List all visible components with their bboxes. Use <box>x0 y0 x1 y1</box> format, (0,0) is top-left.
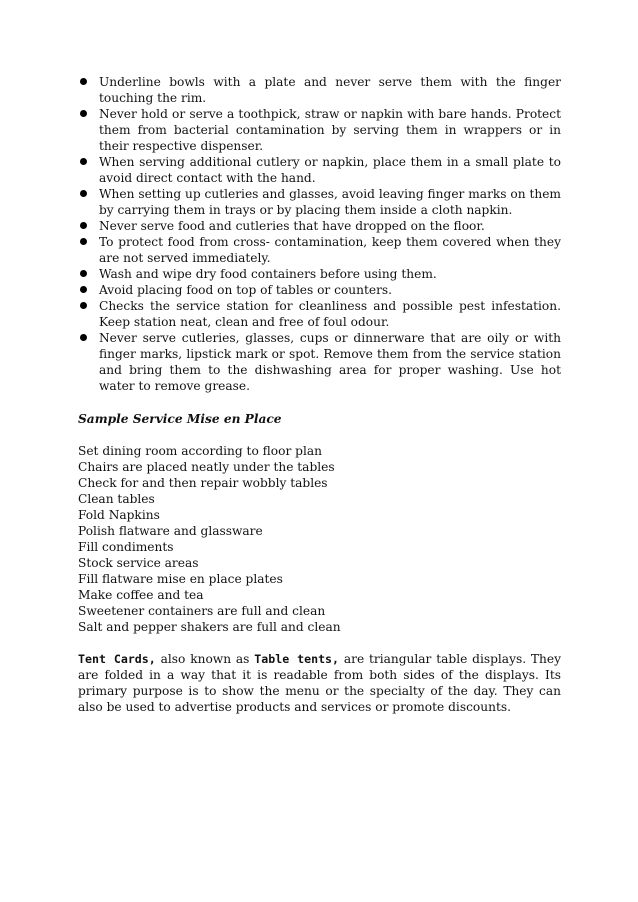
bullet-item <box>78 154 561 186</box>
bullet-dot-icon <box>80 286 87 293</box>
bullet-dot-icon <box>80 334 87 341</box>
bullet-dot-icon <box>80 158 87 165</box>
page-content <box>78 74 561 727</box>
bullet-text: Never hold or serve a toothpick, straw or napkin with bare hands. Protect them from bacterial contamination by serving them in wrappers or in their respective dispenser. <box>99 107 561 153</box>
mise-en-place-list <box>78 443 561 635</box>
bullet-item <box>78 186 561 218</box>
term-table-tents: Table tents, <box>254 652 340 666</box>
bullet-text: When setting up cutleries and glasses, avoid leaving finger marks on them by carrying them in trays or by placing them inside a cloth napkin. <box>99 187 561 217</box>
bullet-text: Checks the service station for cleanliness and possible pest infestation. Keep station neat, clean and free of foul odour. <box>99 299 561 329</box>
mise-item: Sweetener containers are full and clean <box>78 604 326 618</box>
mise-item: Make coffee and tea <box>78 588 204 602</box>
bullet-text: Avoid placing food on top of tables or counters. <box>99 283 393 297</box>
bullet-item <box>78 74 561 106</box>
mise-item: Fill condiments <box>78 540 174 554</box>
bullet-dot-icon <box>80 190 87 197</box>
bullet-text: To protect food from cross- contamination, keep them covered when they are not served immediately. <box>99 235 561 265</box>
bullet-text: Never serve cutleries, glasses, cups or dinnerware that are oily or with finger marks, lipstick mark or spot. Remove them from the service station and bring them to the dishwashing area for proper washing. Use hot water to remove grease. <box>99 331 561 393</box>
bullet-item <box>78 234 561 266</box>
bullet-item <box>78 218 561 234</box>
bullet-dot-icon <box>80 238 87 245</box>
paragraph-text: also known as <box>155 652 255 666</box>
mise-item: Clean tables <box>78 492 155 506</box>
mise-item: Fold Napkins <box>78 508 160 522</box>
section-heading: Sample Service Mise en Place <box>78 412 282 426</box>
bullet-dot-icon <box>80 222 87 229</box>
mise-item: Stock service areas <box>78 556 199 570</box>
bullet-dot-icon <box>80 78 87 85</box>
bullet-item <box>78 298 561 330</box>
bullet-dot-icon <box>80 110 87 117</box>
bullet-dot-icon <box>80 270 87 277</box>
bullet-text: When serving additional cutlery or napkin, place them in a small plate to avoid direct contact with the hand. <box>99 155 561 185</box>
mise-item: Polish flatware and glassware <box>78 524 263 538</box>
tent-cards-paragraph <box>78 651 561 715</box>
mise-item: Fill flatware mise en place plates <box>78 572 283 586</box>
bullet-item <box>78 282 561 298</box>
mise-item: Check for and then repair wobbly tables <box>78 476 328 490</box>
bullet-text: Underline bowls with a plate and never serve them with the finger touching the rim. <box>99 75 561 105</box>
bullet-item <box>78 106 561 154</box>
mise-item: Set dining room according to floor plan <box>78 444 322 458</box>
mise-item: Salt and pepper shakers are full and clean <box>78 620 341 634</box>
paragraph-text: are triangular table displays. They are folded in a way that it is readable from both sides of the displays. Its primary purpose is to show the menu or the specialty of the day. They can also be used to advertise products and services or promote discounts. <box>78 652 562 714</box>
bullet-item <box>78 266 561 282</box>
term-tent-cards: Tent Cards, <box>78 652 156 666</box>
bullet-text: Wash and wipe dry food containers before using them. <box>99 267 437 281</box>
bullet-dot-icon <box>80 302 87 309</box>
bullet-item <box>78 330 561 394</box>
hygiene-bullet-list <box>78 74 561 394</box>
bullet-text: Never serve food and cutleries that have dropped on the floor. <box>99 219 485 233</box>
mise-item: Chairs are placed neatly under the tables <box>78 460 335 474</box>
